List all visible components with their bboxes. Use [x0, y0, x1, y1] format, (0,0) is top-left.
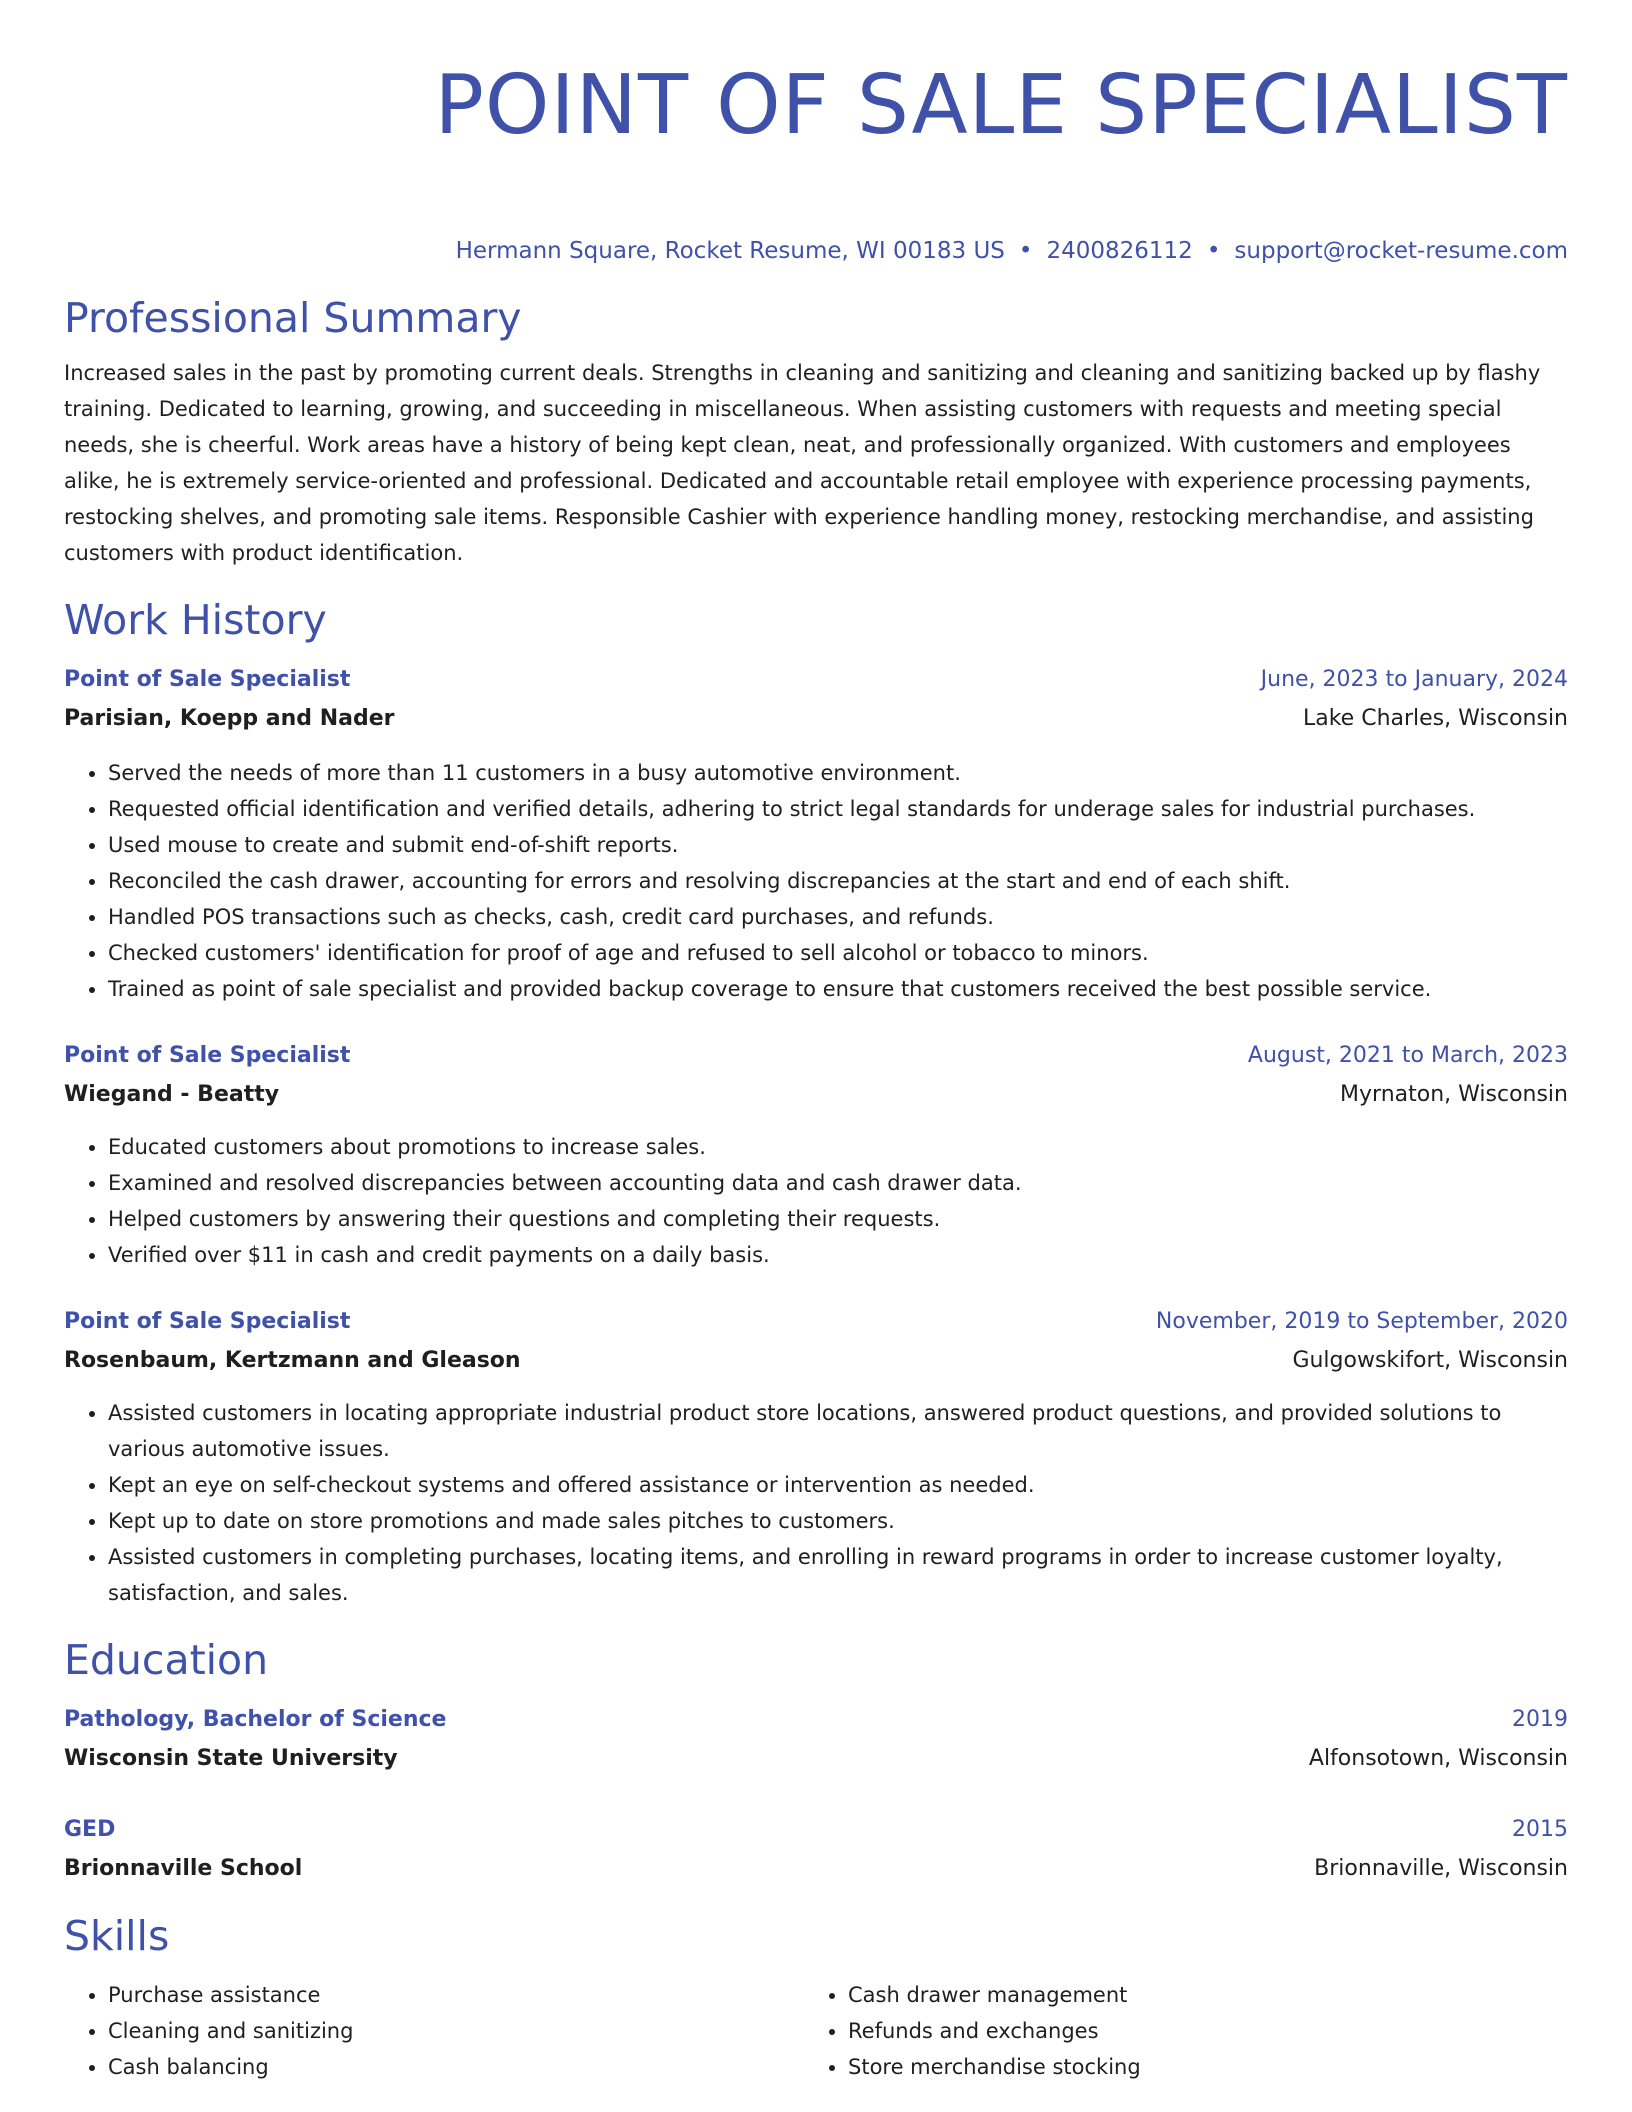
- job-entry: [64, 1037, 1568, 1273]
- resume-title: POINT OF SALE SPECIALIST: [434, 58, 1568, 153]
- job-title: Point of Sale Specialist: [64, 667, 351, 692]
- job-location: Myrnaton, Wisconsin: [1340, 1082, 1568, 1107]
- job-company: Wiegand - Beatty: [64, 1082, 280, 1107]
- skill-item: • Purchase assistance: [108, 1977, 804, 2013]
- job-bullet: • Served the needs of more than 11 customers in a busy automotive environment.: [108, 755, 1568, 791]
- job-bullet: • Reconciled the cash drawer, accounting for errors and resolving discrepancies at the start and end of each shift.: [108, 863, 1568, 899]
- job-entry: [64, 1303, 1568, 1611]
- job-subheader: [64, 1075, 1568, 1115]
- education-header: [64, 1701, 1568, 1739]
- contact-separator: •: [1206, 238, 1221, 264]
- education-entry: [64, 1811, 1568, 1889]
- job-entry: [64, 661, 1568, 1007]
- job-dates: June, 2023 to January, 2024: [1260, 667, 1568, 692]
- job-location: Lake Charles, Wisconsin: [1302, 706, 1568, 731]
- education-year: 2015: [1512, 1817, 1568, 1842]
- job-bullet: • Examined and resolved discrepancies between accounting data and cash drawer data.: [108, 1165, 1568, 1201]
- education-location: Brionnaville, Wisconsin: [1314, 1856, 1568, 1881]
- skill-item: • Cash drawer management: [848, 1977, 1544, 2013]
- skill-item: • Refunds and exchanges: [848, 2013, 1544, 2049]
- job-bullet: • Educated customers about promotions to increase sales.: [108, 1129, 1568, 1165]
- job-header: [64, 1037, 1568, 1075]
- job-bullet: • Assisted customers in completing purchases, locating items, and enrolling in reward programs in order to increase customer loyalty, satisfaction, and sales.: [108, 1539, 1568, 1611]
- job-location: Gulgowskifort, Wisconsin: [1292, 1348, 1568, 1373]
- education-school: Wisconsin State University: [64, 1746, 398, 1771]
- education-entry: [64, 1701, 1568, 1779]
- job-bullet: • Checked customers' identification for proof of age and refused to sell alcohol or tobacco to minors.: [108, 935, 1568, 971]
- job-bullet: • Kept an eye on self-checkout systems and offered assistance or intervention as needed.: [108, 1467, 1568, 1503]
- work-history-heading: Work History: [64, 596, 327, 644]
- job-bullets: [64, 755, 1568, 1007]
- summary-heading: Professional Summary: [64, 294, 522, 342]
- education-subheader: [64, 1739, 1568, 1779]
- job-bullets: [64, 1395, 1568, 1611]
- contact-address: Hermann Square, Rocket Resume, WI 00183 US: [455, 238, 1005, 264]
- job-bullet: • Trained as point of sale specialist and provided backup coverage to ensure that customers received the best possible service.: [108, 971, 1568, 1007]
- contact-email: support@rocket-resume.com: [1234, 238, 1568, 264]
- education-subheader: [64, 1849, 1568, 1889]
- job-company: Parisian, Koepp and Nader: [64, 706, 395, 731]
- job-subheader: [64, 699, 1568, 739]
- contact-separator: •: [1018, 238, 1033, 264]
- job-bullet: • Verified over $11 in cash and credit payments on a daily basis.: [108, 1237, 1568, 1273]
- job-bullets: [64, 1129, 1568, 1273]
- skills-column-right: [804, 1977, 1544, 2085]
- job-dates: August, 2021 to March, 2023: [1247, 1043, 1568, 1068]
- job-bullet: • Assisted customers in locating appropriate industrial product store locations, answered product questions, and provided solutions to various automotive issues.: [108, 1395, 1568, 1467]
- education-header: [64, 1811, 1568, 1849]
- education-year: 2019: [1512, 1707, 1568, 1732]
- skills-grid: [64, 1977, 1568, 2085]
- job-company: Rosenbaum, Kertzmann and Gleason: [64, 1348, 521, 1373]
- summary-text: Increased sales in the past by promoting current deals. Strengths in cleaning and sanitizing and cleaning and sanitizing backed up by flashy training. Dedicated to learning, growing, and succeeding in miscellaneous. When assisting customers with requests and meeting special needs, she is cheerful. Work areas have a history of being kept clean, neat, and professionally organized. With customers and employees alike, he is extremely service-oriented and professional. Dedicated and accountable retail employee with experience processing payments, restocking shelves, and promoting sale items. Responsible Cashier with experience handling money, restocking merchandise, and assisting customers with product identification.: [64, 361, 1541, 565]
- education-school: Brionnaville School: [64, 1856, 303, 1881]
- education-degree: Pathology, Bachelor of Science: [64, 1707, 447, 1732]
- job-bullet: • Kept up to date on store promotions and made sales pitches to customers.: [108, 1503, 1568, 1539]
- skill-item: • Cash balancing: [108, 2049, 804, 2085]
- education-heading: Education: [64, 1636, 269, 1684]
- skill-item: • Store merchandise stocking: [848, 2049, 1544, 2085]
- job-bullet: • Used mouse to create and submit end-of-shift reports.: [108, 827, 1568, 863]
- contact-line: [64, 235, 1568, 267]
- job-header: [64, 1303, 1568, 1341]
- job-header: [64, 661, 1568, 699]
- job-bullet: • Requested official identification and verified details, adhering to strict legal standards for underage sales for industrial purchases.: [108, 791, 1568, 827]
- skills-heading: Skills: [64, 1912, 170, 1960]
- skills-list: [804, 1977, 1544, 2085]
- skills-list: [64, 1977, 804, 2085]
- job-title: Point of Sale Specialist: [64, 1043, 351, 1068]
- contact-phone: 2400826112: [1046, 238, 1193, 264]
- skills-column-left: [64, 1977, 804, 2085]
- job-bullet: • Handled POS transactions such as checks, cash, credit card purchases, and refunds.: [108, 899, 1568, 935]
- job-dates: November, 2019 to September, 2020: [1155, 1309, 1568, 1334]
- job-subheader: [64, 1341, 1568, 1381]
- job-bullet: • Helped customers by answering their questions and completing their requests.: [108, 1201, 1568, 1237]
- job-title: Point of Sale Specialist: [64, 1309, 351, 1334]
- education-degree: GED: [64, 1817, 116, 1842]
- education-location: Alfonsotown, Wisconsin: [1308, 1746, 1568, 1771]
- skill-item: • Cleaning and sanitizing: [108, 2013, 804, 2049]
